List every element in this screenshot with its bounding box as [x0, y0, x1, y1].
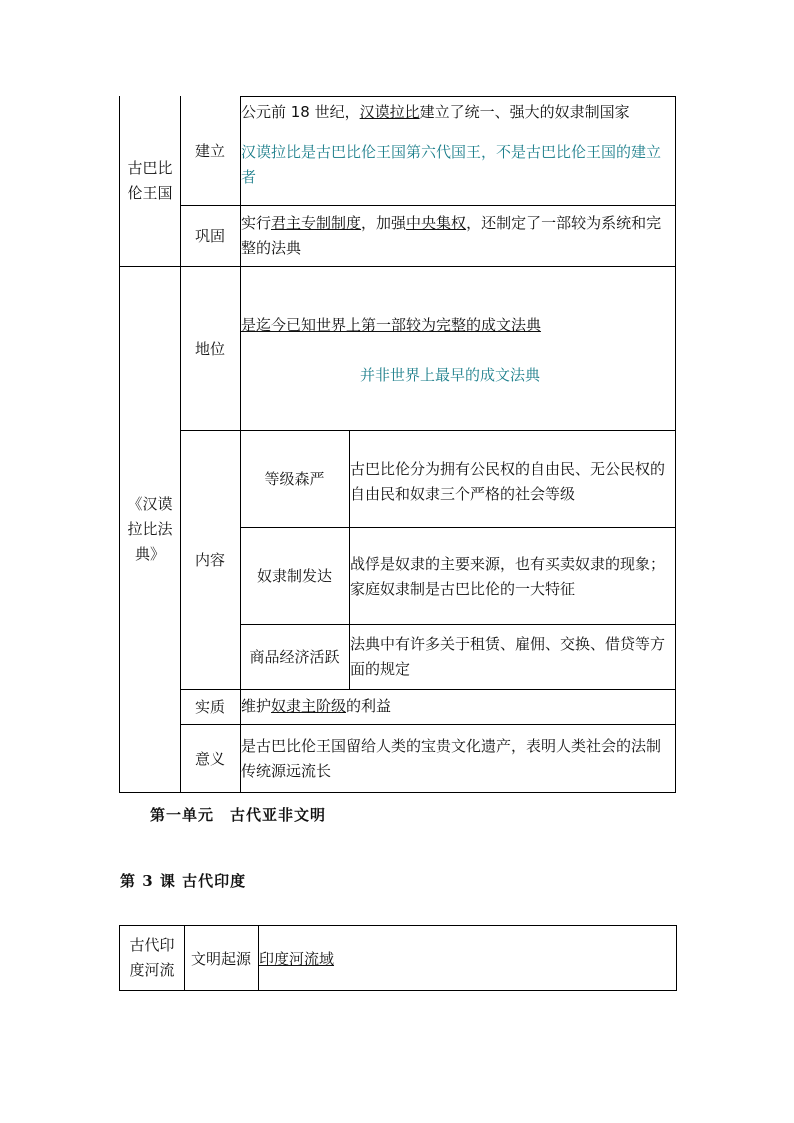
centralization-term: 中央集权 [406, 214, 467, 232]
india-river-label: 古代印度河流 [119, 925, 185, 991]
essence-label: 实质 [180, 689, 241, 725]
status-content [240, 266, 676, 431]
content-item-label: 等级森严 [240, 430, 350, 528]
lesson-heading: 第 3 课 古代印度 [120, 872, 247, 890]
content-item-label: 商品经济活跃 [240, 624, 350, 690]
content-item-text: 战俘是奴隶的主要来源，也有买卖奴隶的现象；家庭奴隶制是古巴比伦的一大特征 [349, 527, 676, 625]
babylon-kingdom-label: 古巴比伦王国 [119, 96, 181, 266]
status-text: 是迄今已知世界上第一部较为完整的成文法典 [241, 316, 542, 334]
slave-owner-term: 奴隶主阶级 [271, 697, 347, 715]
significance-label: 意义 [180, 724, 241, 793]
essence-content: 维护奴隶主阶级的利益 [240, 689, 676, 725]
autocracy-term: 君主专制制度 [271, 214, 362, 232]
found-note: 汉谟拉比是古巴比伦王国第六代国王，不是古巴比伦王国的建立者 [241, 143, 662, 186]
hammurabi-term: 汉谟拉比 [359, 103, 420, 121]
status-label: 地位 [180, 266, 241, 431]
status-note: 并非世界上最早的成文法典 [360, 366, 541, 384]
origin-value: 印度河流域 [259, 949, 335, 968]
origin-label: 文明起源 [184, 925, 259, 991]
found-text: 公元前 18 世纪，汉谟拉比建立了统一、强大的奴隶制国家 [241, 103, 630, 121]
origin-content [258, 925, 677, 991]
content-item-label: 奴隶制发达 [240, 527, 350, 625]
found-label: 建立 [180, 96, 241, 206]
unit-heading: 第一单元 古代亚非文明 [150, 806, 327, 824]
significance-content: 是古巴比伦王国留给人类的宝贵文化遗产，表明人类社会的法制传统源远流长 [240, 724, 676, 793]
content-item-text: 法典中有许多关于租赁、雇佣、交换、借贷等方面的规定 [349, 624, 676, 690]
consolidate-label: 巩固 [180, 205, 241, 267]
content-item-text: 古巴比伦分为拥有公民权的自由民、无公民权的自由民和奴隶三个严格的社会等级 [349, 430, 676, 528]
code-label: 《汉谟拉比法典》 [119, 266, 181, 793]
found-content [240, 96, 676, 206]
content-label: 内容 [180, 430, 241, 690]
consolidate-content: 实行君主专制制度，加强中央集权，还制定了一部较为系统和完整的法典 [240, 205, 676, 267]
